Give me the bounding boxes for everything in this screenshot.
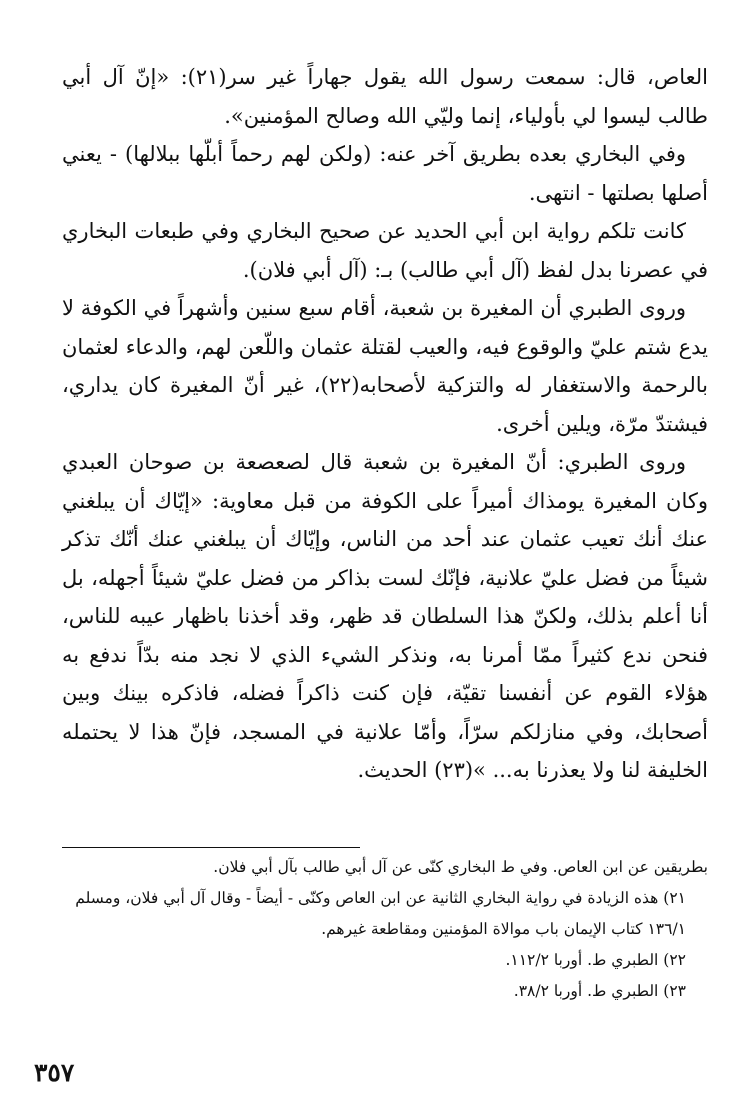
paragraph-4: وروى الطبري أن المغيرة بن شعبة، أقام سبع سنين وأشهراً في الكوفة لا يدع شتم عليّ والوقوع فيه، والعيب لقتلة عثمان واللّعن لهم، والدعاء لعثمان بالرحمة والاستغفار له والتزكية لأصحابه(٢٢)، غير أنّ المغيرة كان يداري، فيشتدّ مرّة، ويلين أخرى. — [62, 296, 708, 436]
paragraph-1: العاص، قال: سمعت رسول الله يقول جهاراً غير سر(٢١): «إنّ آل أبي طالب ليسوا لي بأولياء، إنما وليّي الله وصالح المؤمنين». — [62, 65, 708, 128]
page-number: ٣٥٧ — [34, 1058, 75, 1087]
paragraph-2: وفي البخاري بعده بطريق آخر عنه: (ولكن لهم رحماً أبلّها ببلالها) - يعني أصلها بصلتها - انتهى. — [62, 142, 708, 205]
footnote-21: ٢١) هذه الزيادة في رواية البخاري الثانية عن ابن العاص وكنّى - أيضاً - وقال آل أبي فلان، ومسلم ١٣٦/١ كتاب الإيمان باب موالاة المؤمنين ومقاطعة غيرهم. — [75, 889, 686, 938]
page-body — [62, 58, 708, 790]
footnote-23: ٢٣) الطبري ط. أوربا ٣٨/٢. — [513, 982, 686, 1000]
paragraph-3: كانت تلكم رواية ابن أبي الحديد عن صحيح البخاري وفي طبعات البخاري في عصرنا بدل لفظ (آل أبي طالب) بـ: (آل أبي فلان). — [62, 219, 708, 282]
footnote-separator — [62, 847, 360, 848]
paragraph-5: وروى الطبري: أنّ المغيرة بن شعبة قال لصعصعة بن صوحان العبدي وكان المغيرة يومذاك أميراً على الكوفة من قبل معاوية: «إيّاك أن يبلغني عنك أنك تعيب عثمان عند أحد من الناس، وإيّاك أن يبلغني عنك أنّك تذكر شيئاً من فضل عليّ علانية، فإنّك لست بذاكر من فضل عليّ شيئاً أجهله، بل أنا أعلم بذلك، ولكنّ هذا السلطان قد ظهر، وقد أخذنا باظهار عيبه للناس، فنحن ندع كثيراً ممّا أمرنا به، ونذكر الشيء الذي لا نجد منه بدّاً ندفع به هؤلاء القوم عن أنفسنا تقيّة، فإن كنت ذاكراً فضله، فاذكره بينك وبين أصحابك، وفي منازلكم سرّاً، وأمّا علانية في المسجد، فإنّ هذا لا يحتمله الخليفة لنا ولا يعذرنا به... »(٢٣) الحديث. — [62, 450, 708, 782]
footnotes — [62, 852, 708, 1007]
footnote-22: ٢٢) الطبري ط. أوربا ١١٢/٢. — [505, 951, 686, 969]
footnote-continuation: بطريقين عن ابن العاص. وفي ط البخاري كنّى عن آل أبي طالب بآل أبي فلان. — [213, 858, 708, 876]
main-text — [62, 58, 708, 790]
